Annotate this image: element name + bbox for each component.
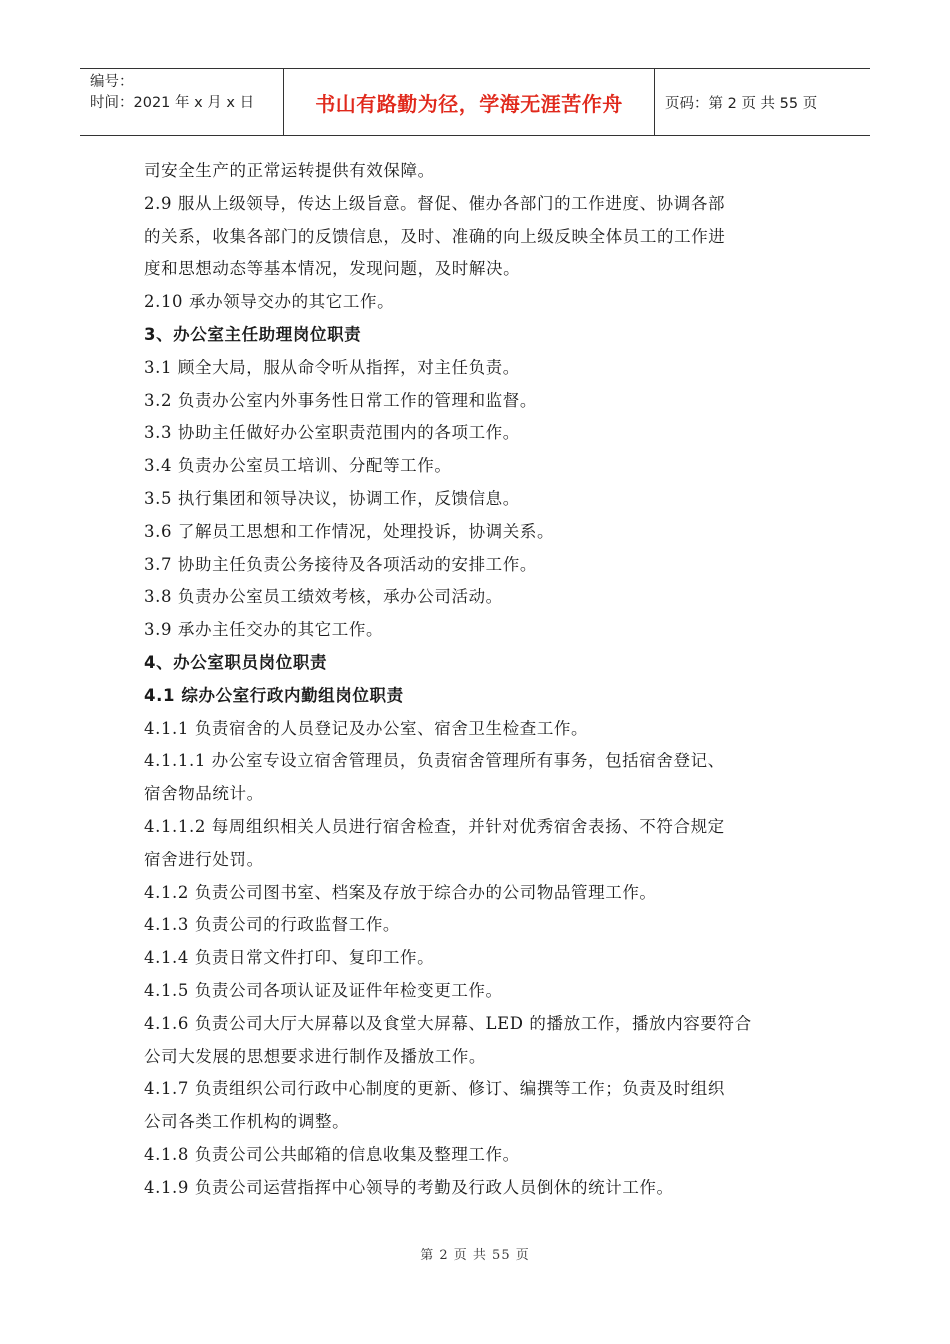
header-meta bbox=[80, 69, 283, 135]
body-line: 公司各类工作机构的调整。 bbox=[144, 1112, 350, 1132]
body-line: 4.1.1.2 每周组织相关人员进行宿舍检查，并针对优秀宿舍表扬、不符合规定 bbox=[144, 816, 725, 836]
body-line: 2.10 承办领导交办的其它工作。 bbox=[144, 292, 395, 312]
section-heading: 3、办公室主任助理岗位职责 bbox=[144, 324, 362, 344]
body-line: 4.1.1.1 办公室专设立宿舍管理员，负责宿舍管理所有事务，包括宿舍登记、 bbox=[144, 751, 725, 771]
body-line: 度和思想动态等基本情况，发现问题，及时解决。 bbox=[144, 259, 521, 279]
body-line: 3.2 负责办公室内外事务性日常工作的管理和监督。 bbox=[144, 390, 537, 410]
body-line: 3.3 协助主任做好办公室职责范围内的各项工作。 bbox=[144, 423, 520, 443]
body-line: 司安全生产的正常运转提供有效保障。 bbox=[144, 161, 435, 180]
body-line: 宿舍进行处罚。 bbox=[144, 849, 264, 869]
body-line: 3.7 协助主任负责公务接待及各项活动的安排工作。 bbox=[144, 554, 537, 574]
header-page-info: 页码：第 2 页 共 55 页 bbox=[665, 95, 818, 112]
body-line: 3.8 负责办公室员工绩效考核，承办公司活动。 bbox=[144, 587, 503, 607]
body-line: 4.1.5 负责公司各项认证及证件年检变更工作。 bbox=[144, 980, 503, 1000]
body-line: 3.1 顾全大局，服从命令听从指挥，对主任负责。 bbox=[144, 357, 520, 377]
body-line: 2.9 服从上级领导，传达上级旨意。督促、催办各部门的工作进度、协调各部 bbox=[144, 193, 726, 213]
body-line: 宿舍物品统计。 bbox=[144, 784, 264, 804]
document-date: 时间：2021 年 x 月 x 日 bbox=[90, 95, 255, 111]
body-line: 4.1.3 负责公司的行政监督工作。 bbox=[144, 915, 401, 935]
body-line: 3.9 承办主任交办的其它工作。 bbox=[144, 620, 384, 640]
page-footer: 第 2 页 共 55 页 bbox=[420, 1248, 530, 1263]
section-heading: 4、办公室职员岗位职责 bbox=[144, 652, 328, 672]
body-line: 4.1.8 负责公司公共邮箱的信息收集及整理工作。 bbox=[144, 1144, 520, 1164]
body-line: 4.1.4 负责日常文件打印、复印工作。 bbox=[144, 948, 435, 968]
body-line: 4.1.2 负责公司图书室、档案及存放于综合办的公司物品管理工作。 bbox=[144, 882, 657, 902]
page-header bbox=[80, 68, 870, 136]
header-motto: 书山有路勤为径，学海无涯苦作舟 bbox=[283, 69, 655, 135]
body-line: 4.1.6 负责公司大厅大屏幕以及食堂大屏幕、LED 的播放工作，播放内容要符合 bbox=[144, 1013, 752, 1033]
body-line: 4.1.9 负责公司运营指挥中心领导的考勤及行政人员倒休的统计工作。 bbox=[144, 1177, 674, 1197]
body-line: 公司大发展的思想要求进行制作及播放工作。 bbox=[144, 1046, 486, 1066]
body-line: 的关系，收集各部门的反馈信息，及时、准确的向上级反映全体员工的工作进 bbox=[144, 226, 726, 246]
body-line: 4.1.1 负责宿舍的人员登记及办公室、宿舍卫生检查工作。 bbox=[144, 718, 589, 738]
body-line: 3.6 了解员工思想和工作情况，处理投诉，协调关系。 bbox=[144, 521, 555, 541]
body-line: 3.5 执行集团和领导决议，协调工作，反馈信息。 bbox=[144, 488, 520, 508]
section-heading: 4.1 综办公室行政内勤组岗位职责 bbox=[144, 685, 404, 705]
body-line: 3.4 负责办公室员工培训、分配等工作。 bbox=[144, 456, 452, 476]
body-line: 4.1.7 负责组织公司行政中心制度的更新、修订、编撰等工作；负责及时组织 bbox=[144, 1079, 725, 1099]
document-number-label: 编号： bbox=[90, 74, 134, 90]
document-body bbox=[144, 155, 814, 1205]
